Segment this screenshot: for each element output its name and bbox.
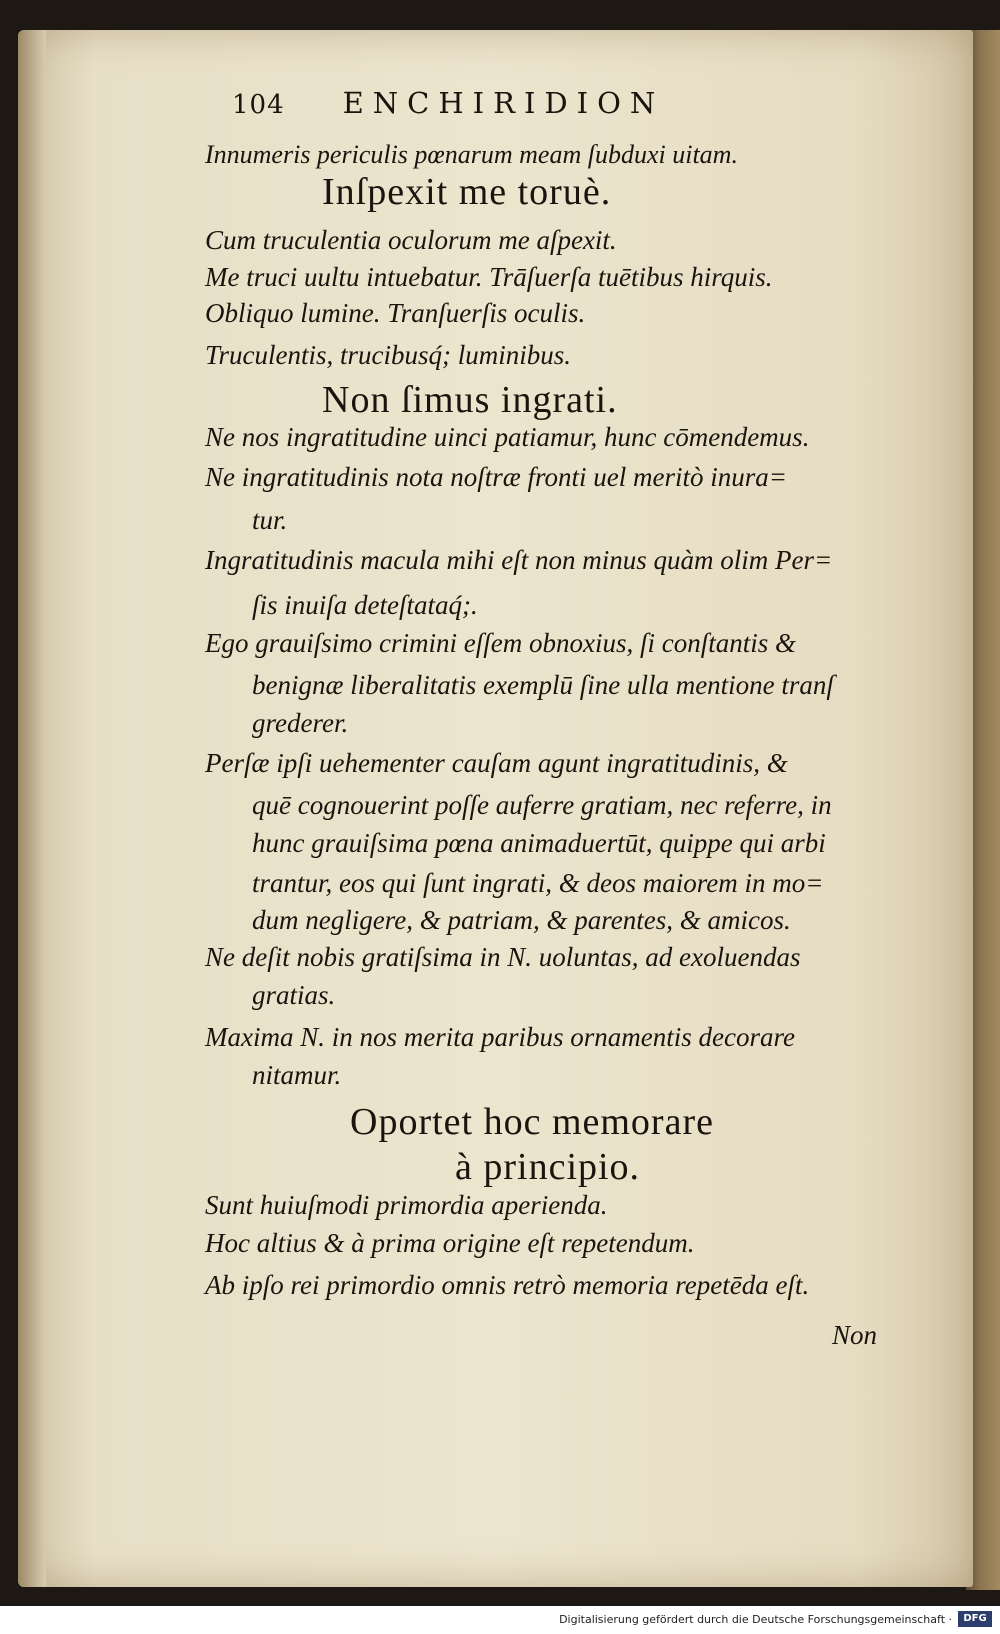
running-header — [232, 86, 664, 120]
section-heading: Non ſimus ingrati. — [322, 379, 618, 421]
page-gutter — [18, 30, 46, 1587]
text-line: grederer. — [252, 708, 349, 738]
text-line: tur. — [252, 505, 288, 535]
text-line: Perſæ ipſi uehementer cauſam agunt ingratitudinis, & — [205, 748, 788, 778]
text-line: Non — [832, 1320, 878, 1350]
text-line: trantur, eos qui ſunt ingrati, & deos maiorem in mo= — [252, 868, 824, 898]
text-line: nitamur. — [252, 1060, 342, 1090]
text-line: Cum truculentia oculorum me aſpexit. — [205, 225, 617, 255]
section-heading: à principio. — [455, 1146, 641, 1188]
text-line: Sunt huiuſmodi primordia aperienda. — [205, 1190, 608, 1220]
funding-credit: Digitalisierung gefördert durch die Deutsche Forschungsgemeinschaft · — [559, 1613, 952, 1626]
text-line: quē cognouerint poſſe auferre gratiam, nec referre, in — [252, 790, 832, 820]
text-line: gratias. — [252, 980, 336, 1010]
text-line: Ne ingratitudinis nota noſtræ fronti uel meritò inura= — [205, 462, 788, 492]
text-line: ſis inuiſa deteſtataq́;. — [252, 590, 478, 620]
text-line: Hoc altius & à prima origine eſt repetendum. — [205, 1228, 695, 1258]
text-line: Innumeris periculis pœnarum meam ſubduxi uitam. — [205, 140, 738, 169]
text-line: Ab ipſo rei primordio omnis retrò memoria repetēda eſt. — [205, 1270, 810, 1300]
dfg-logo: DFG — [958, 1611, 992, 1627]
text-line: Ne deſit nobis gratiſsima in N. uoluntas, ad exoluendas — [205, 942, 801, 972]
text-line: Ne nos ingratitudine uinci patiamur, hunc cōmendemus. — [205, 422, 810, 452]
text-line: Ego grauiſsimo crimini eſſem obnoxius, ſi conſtantis & — [205, 628, 796, 658]
section-heading: Oportet hoc memorare — [350, 1101, 714, 1143]
text-line: hunc grauiſsima pœna animaduertūt, quippe qui arbi — [252, 828, 826, 858]
text-line: Me truci uultu intuebatur. Trāſuerſa tuētibus hirquis. — [205, 262, 773, 292]
page-number: 104 — [232, 90, 285, 120]
text-line: Ingratitudinis macula mihi eſt non minus quàm olim Per= — [205, 545, 833, 575]
text-line: Truculentis, trucibusq́; luminibus. — [205, 340, 572, 370]
section-heading: Inſpexit me toruè. — [322, 171, 612, 213]
text-line: dum negligere, & patriam, & parentes, & amicos. — [252, 905, 791, 935]
footer-bar — [0, 1606, 1000, 1634]
text-line: Maxima N. in nos merita paribus ornamentis decorare — [205, 1022, 795, 1052]
text-line: Obliquo lumine. Tranſuerſis oculis. — [205, 298, 586, 328]
running-title: ENCHIRIDION — [342, 86, 665, 120]
text-line: benignæ liberalitatis exemplū ſine ulla mentione tranſ — [252, 670, 834, 700]
